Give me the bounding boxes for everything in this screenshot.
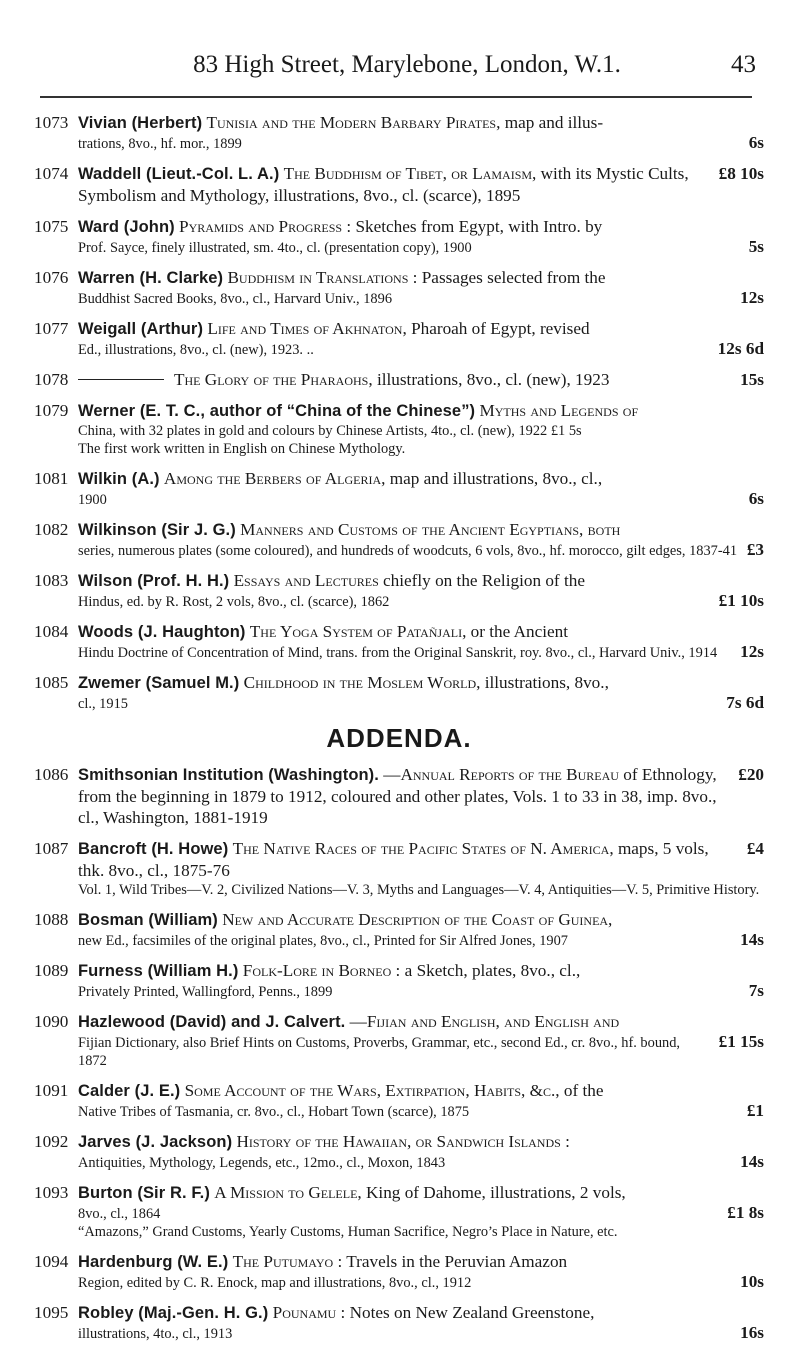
entry-continuation-text: Fijian Dictionary, also Brief Hints on Customs, Proverbs, Grammar, etc., second Ed., cr. 8vo., hf. bound, 1872 <box>78 1035 681 1069</box>
entry-continuation <box>78 931 764 950</box>
entry-continuation-text: Privately Printed, Wallingford, Penns., 1899 <box>78 984 333 1000</box>
entry-continuation-text: new Ed., facsimiles of the original plates, 8vo., cl., Printed for Sir Alfred Jones, 1907 <box>78 933 568 949</box>
entry-price: £4 <box>746 839 764 858</box>
catalogue-entry <box>34 838 764 899</box>
entry-main-line <box>34 1011 764 1033</box>
entry-continuation <box>78 490 764 509</box>
entry-text <box>78 838 739 881</box>
entry-main-line <box>34 1251 764 1273</box>
entry-main-line <box>34 909 764 931</box>
entry-description: map and illustrations, 8vo., cl., <box>389 469 603 488</box>
entry-main-line <box>34 1080 764 1102</box>
entry-description: illustrations, 8vo., <box>484 673 609 692</box>
catalogue-entry <box>34 909 764 950</box>
entry-price: 10s <box>740 1272 764 1291</box>
entry-author: Robley (Maj.-Gen. H. G.) <box>78 1304 269 1322</box>
entry-author: Jarves (J. Jackson) <box>78 1133 233 1151</box>
catalogue-entry <box>34 519 764 560</box>
entry-text <box>78 1080 764 1102</box>
entry-title: Manners and Customs of the Ancient Egyptians, both <box>240 520 621 539</box>
entry-author: Weigall (Arthur) <box>78 320 204 338</box>
entry-continuation-text: series, numerous plates (some coloured), and hundreds of woodcuts, 6 vols, 8vo., hf. morocco, gilt edges, 1837-41 <box>78 543 738 559</box>
entry-author: Woods (J. Haughton) <box>78 623 246 641</box>
entry-number: 1084 <box>34 622 69 641</box>
entry-title: Pounamu : <box>272 1303 346 1322</box>
page-number: 43 <box>731 51 756 78</box>
entry-title: The Native Races of the Pacific States of N. America, <box>232 839 614 858</box>
entry-main-line <box>34 672 764 694</box>
entry-continuation <box>78 982 764 1001</box>
entry-title: History of the Hawaiian, or Sandwich Islands : <box>236 1132 570 1151</box>
entry-text <box>78 960 764 982</box>
entry-price: 7s <box>748 981 764 1000</box>
entry-price: 7s 6d <box>726 693 764 712</box>
entry-title: —Fijian and English, and English and <box>349 1012 620 1031</box>
entry-main-line <box>34 1302 764 1324</box>
entry-price: £1 10s <box>718 591 764 610</box>
entry-continuation <box>78 1273 764 1292</box>
entry-number: 1095 <box>34 1303 69 1322</box>
entry-description: with its Mystic Cults, Symbolism and Mythology, illustrations, 8vo., cl. (scarce), 1895 <box>78 164 689 205</box>
entry-continuation <box>78 238 764 257</box>
entry-title: Tunisia and the Modern Barbary Pirates, <box>206 113 501 132</box>
entry-title: The Buddhism of Tibet, or Lamaism, <box>283 164 537 183</box>
entry-main-line <box>34 519 764 541</box>
entry-price: 12s 6d <box>717 339 764 358</box>
entry-continuation-text: trations, 8vo., hf. mor., 1899 <box>78 136 242 152</box>
entry-number: 1090 <box>34 1012 69 1031</box>
entry-main-line <box>34 764 764 828</box>
entry-author: Bosman (William) <box>78 911 218 929</box>
entry-text <box>78 163 711 206</box>
entry-continuation-text: China, with 32 plates in gold and colours by Chinese Artists, 4to., cl. (new), 1922 £1 5s <box>78 423 582 439</box>
entry-text <box>78 1251 764 1273</box>
entry-title: Some Account of the Wars, Extirpation, Habits, &c., <box>184 1081 560 1100</box>
entry-description: a Sketch, plates, 8vo., cl., <box>404 961 581 980</box>
entry-description: Notes on New Zealand Greenstone, <box>349 1303 595 1322</box>
entry-continuation <box>78 541 764 560</box>
entry-description: maps, 5 vols, thk. 8vo., cl., 1875-76 <box>78 839 709 880</box>
catalogue-entry <box>34 960 764 1001</box>
catalogue-entry <box>34 764 764 828</box>
entry-continuation-text: Hindus, ed. by R. Rost, 2 vols, 8vo., cl. (scarce), 1862 <box>78 594 390 610</box>
entry-number: 1091 <box>34 1081 69 1100</box>
entry-price: 5s <box>748 237 764 256</box>
catalogue-entry <box>34 1080 764 1121</box>
entry-text <box>78 112 764 134</box>
catalogue-entry <box>34 1251 764 1292</box>
entry-title: Pyramids and Progress : <box>179 217 352 236</box>
entry-main-line <box>34 468 764 490</box>
entry-price: £1 <box>746 1101 764 1120</box>
catalogue-entry <box>34 318 764 359</box>
catalogue-entry <box>34 112 764 153</box>
entry-title: The Yoga System of Patañjali, <box>249 622 467 641</box>
entry-number: 1079 <box>34 401 69 420</box>
entry-title: —Annual Reports of the Bureau <box>383 765 619 784</box>
catalogue-entry <box>34 163 764 206</box>
catalogue-entries <box>34 112 764 1353</box>
entry-continuation-text: 1900 <box>78 492 107 508</box>
catalogue-entry <box>34 267 764 308</box>
catalogue-entry <box>34 468 764 509</box>
entry-main-line <box>34 163 764 206</box>
entry-note: “Amazons,” Grand Customs, Yearly Customs, Human Sacrifice, Negro’s Place in Nature, etc. <box>78 1224 618 1240</box>
entry-number: 1087 <box>34 839 69 858</box>
entry-description: illustrations, 8vo., cl. (new), 1923 <box>376 370 610 389</box>
entry-description: chiefly on the Religion of the <box>383 571 585 590</box>
entry-number: 1093 <box>34 1183 69 1202</box>
entry-title: Myths and Legends of <box>479 401 639 420</box>
entry-price: £3 <box>746 540 764 559</box>
entry-description: King of Dahome, illustrations, 2 vols, <box>366 1183 626 1202</box>
entry-description: map and illus- <box>504 113 604 132</box>
entry-number: 1082 <box>34 520 69 539</box>
catalogue-entry <box>34 672 764 713</box>
entry-title: Folk-Lore in Borneo : <box>242 961 401 980</box>
entry-number: 1083 <box>34 571 69 590</box>
entry-author: Burton (Sir R. F.) <box>78 1184 210 1202</box>
entry-price: £1 8s <box>727 1203 764 1222</box>
entry-continuation-text: Antiquities, Mythology, Legends, etc., 12mo., cl., Moxon, 1843 <box>78 1155 446 1171</box>
page-title: 83 High Street, Marylebone, London, W.1. <box>193 51 621 78</box>
entry-price: £8 10s <box>718 164 764 183</box>
entry-author: Ward (John) <box>78 218 175 236</box>
entry-main-line <box>34 216 764 238</box>
entry-continuation-text: Prof. Sayce, finely illustrated, sm. 4to., cl. (presentation copy), 1900 <box>78 240 472 256</box>
entry-continuation <box>78 340 764 359</box>
entry-main-line <box>34 112 764 134</box>
entry-price: £20 <box>738 765 764 784</box>
entry-continuation-text: Hindu Doctrine of Concentration of Mind, trans. from the Original Sanskrit, roy. 8vo., cl., Harvard Univ., 1914 <box>78 645 718 661</box>
entry-text <box>78 318 764 340</box>
entry-title: New and Accurate Description of the Coast of Guinea, <box>222 910 613 929</box>
entry-author: Zwemer (Samuel M.) <box>78 674 240 692</box>
entry-author: Werner (E. T. C., author of “China of the Chinese”) <box>78 402 476 420</box>
entry-main-line <box>34 838 764 881</box>
entry-description: Travels in the Peruvian Amazon <box>346 1252 568 1271</box>
entry-continuation <box>78 592 764 611</box>
entry-text <box>78 570 764 592</box>
catalogue-entry <box>34 1182 764 1241</box>
entry-main-line <box>34 318 764 340</box>
entry-price: 14s <box>740 930 764 949</box>
entry-number: 1073 <box>34 113 69 132</box>
entry-price: 16s <box>740 1323 764 1342</box>
entry-main-line <box>34 267 764 289</box>
entry-number: 1088 <box>34 910 69 929</box>
entry-number: 1086 <box>34 765 69 784</box>
entry-price: 14s <box>740 1152 764 1171</box>
entry-main-line <box>34 1182 764 1204</box>
entry-description: of the <box>563 1081 604 1100</box>
entry-price: 15s <box>740 370 764 389</box>
entry-text <box>78 519 764 541</box>
entry-author: Furness (William H.) <box>78 962 239 980</box>
entry-number: 1092 <box>34 1132 69 1151</box>
entry-continuation-text: cl., 1915 <box>78 696 128 712</box>
entry-continuation-text: Buddhist Sacred Books, 8vo., cl., Harvard Univ., 1896 <box>78 291 393 307</box>
entry-continuation <box>78 643 764 662</box>
entry-text <box>78 1011 764 1033</box>
catalogue-entry <box>34 1131 764 1172</box>
entry-number: 1081 <box>34 469 69 488</box>
entry-text <box>78 621 764 643</box>
entry-author: Wilson (Prof. H. H.) <box>78 572 230 590</box>
entry-description: or the Ancient <box>470 622 569 641</box>
entry-continuation-text: Region, edited by C. R. Enock, map and illustrations, 8vo., cl., 1912 <box>78 1275 472 1291</box>
entry-price: 6s <box>748 133 764 152</box>
entry-continuation <box>78 1324 764 1343</box>
entry-text <box>78 216 764 238</box>
entry-number: 1094 <box>34 1252 69 1271</box>
entry-main-line <box>34 621 764 643</box>
entry-number: 1074 <box>34 164 69 183</box>
page-header <box>38 40 776 90</box>
entry-text <box>78 909 764 931</box>
entry-continuation <box>78 289 764 308</box>
entry-title: A Mission to Gelele, <box>214 1183 362 1202</box>
entry-author: Hardenburg (W. E.) <box>78 1253 229 1271</box>
addenda-entry-list <box>34 764 764 1343</box>
entry-title: The Putumayo : <box>232 1252 343 1271</box>
catalogue-entry <box>34 369 764 390</box>
header-rule <box>40 96 752 98</box>
entry-number: 1076 <box>34 268 69 287</box>
entry-continuation <box>78 134 764 153</box>
entry-continuation <box>78 422 764 440</box>
catalogue-entry <box>34 400 764 458</box>
entry-price: 6s <box>748 489 764 508</box>
entry-number: 1075 <box>34 217 69 236</box>
catalogue-entry <box>34 1011 764 1070</box>
entry-text <box>78 267 764 289</box>
entry-title: Among the Berbers of Algeria, <box>163 469 386 488</box>
entry-price: 12s <box>740 288 764 307</box>
entry-main-line <box>34 400 764 422</box>
entry-continuation <box>78 1033 764 1070</box>
entry-list <box>34 112 764 713</box>
entry-continuation-text: 8vo., cl., 1864 <box>78 1206 161 1222</box>
entry-price: 12s <box>740 642 764 661</box>
entry-description: Passages selected from the <box>421 268 606 287</box>
catalogue-entry <box>34 621 764 662</box>
entry-title: Life and Times of Akhnaton, <box>207 319 407 338</box>
entry-author: Calder (J. E.) <box>78 1082 181 1100</box>
entry-text <box>78 400 764 422</box>
entry-text <box>78 369 732 390</box>
entry-continuation <box>78 1204 764 1223</box>
entry-text <box>78 1302 764 1324</box>
catalogue-entry <box>34 1302 764 1343</box>
entry-text <box>78 764 730 828</box>
entry-note: The first work written in English on Chinese Mythology. <box>78 441 406 457</box>
entry-number: 1085 <box>34 673 69 692</box>
entry-main-line <box>34 1131 764 1153</box>
entry-author: Smithsonian Institution (Washington). <box>78 766 379 784</box>
entry-continuation-text: illustrations, 4to., cl., 1913 <box>78 1326 233 1342</box>
entry-author: Bancroft (H. Howe) <box>78 840 229 858</box>
entry-continuation-text: Native Tribes of Tasmania, cr. 8vo., cl., Hobart Town (scarce), 1875 <box>78 1104 470 1120</box>
entry-title: The Glory of the Pharaohs, <box>174 370 373 389</box>
entry-title: Buddhism in Translations : <box>227 268 418 287</box>
entry-continuation-text: Ed., illustrations, 8vo., cl. (new), 1923. .. <box>78 342 314 358</box>
entry-main-line <box>34 369 764 390</box>
entry-description: Sketches from Egypt, with Intro. by <box>355 217 603 236</box>
entry-text <box>78 1131 764 1153</box>
entry-main-line <box>34 960 764 982</box>
entry-price: £1 15s <box>718 1032 764 1051</box>
entry-author: Warren (H. Clarke) <box>78 269 224 287</box>
entry-number: 1089 <box>34 961 69 980</box>
entry-text <box>78 672 764 694</box>
entry-description: Pharoah of Egypt, revised <box>411 319 590 338</box>
entry-author: Waddell (Lieut.-Col. L. A.) <box>78 165 280 183</box>
entry-continuation <box>78 1102 764 1121</box>
entry-title: Childhood in the Moslem World, <box>243 673 481 692</box>
addenda-heading: ADDENDA. <box>326 723 472 753</box>
entry-text <box>78 468 764 490</box>
entry-number: 1077 <box>34 319 69 338</box>
entry-author: Hazlewood (David) and J. Calvert. <box>78 1013 346 1031</box>
entry-description: of Ethnology, from the beginning in 1879 to 1912, coloured and other plates, Vols. 1 to 33 in 38, imp. 8vo., cl., Washington, 1881-1919 <box>78 765 717 827</box>
catalogue-entry <box>34 570 764 611</box>
entry-continuation <box>78 1153 764 1172</box>
entry-continuation <box>78 694 764 713</box>
entry-text <box>78 1182 764 1204</box>
entry-title: Essays and Lectures <box>233 571 379 590</box>
entry-author: Wilkin (A.) <box>78 470 160 488</box>
entry-note: Vol. 1, Wild Tribes—V. 2, Civilized Nations—V. 3, Myths and Languages—V. 4, Antiquities—V. 5, Primitive History. <box>78 882 760 898</box>
catalogue-entry <box>34 216 764 257</box>
entry-main-line <box>34 570 764 592</box>
entry-author: Vivian (Herbert) <box>78 114 203 132</box>
entry-number: 1078 <box>34 370 69 389</box>
entry-author: Wilkinson (Sir J. G.) <box>78 521 236 539</box>
ditto-dash <box>78 379 164 380</box>
